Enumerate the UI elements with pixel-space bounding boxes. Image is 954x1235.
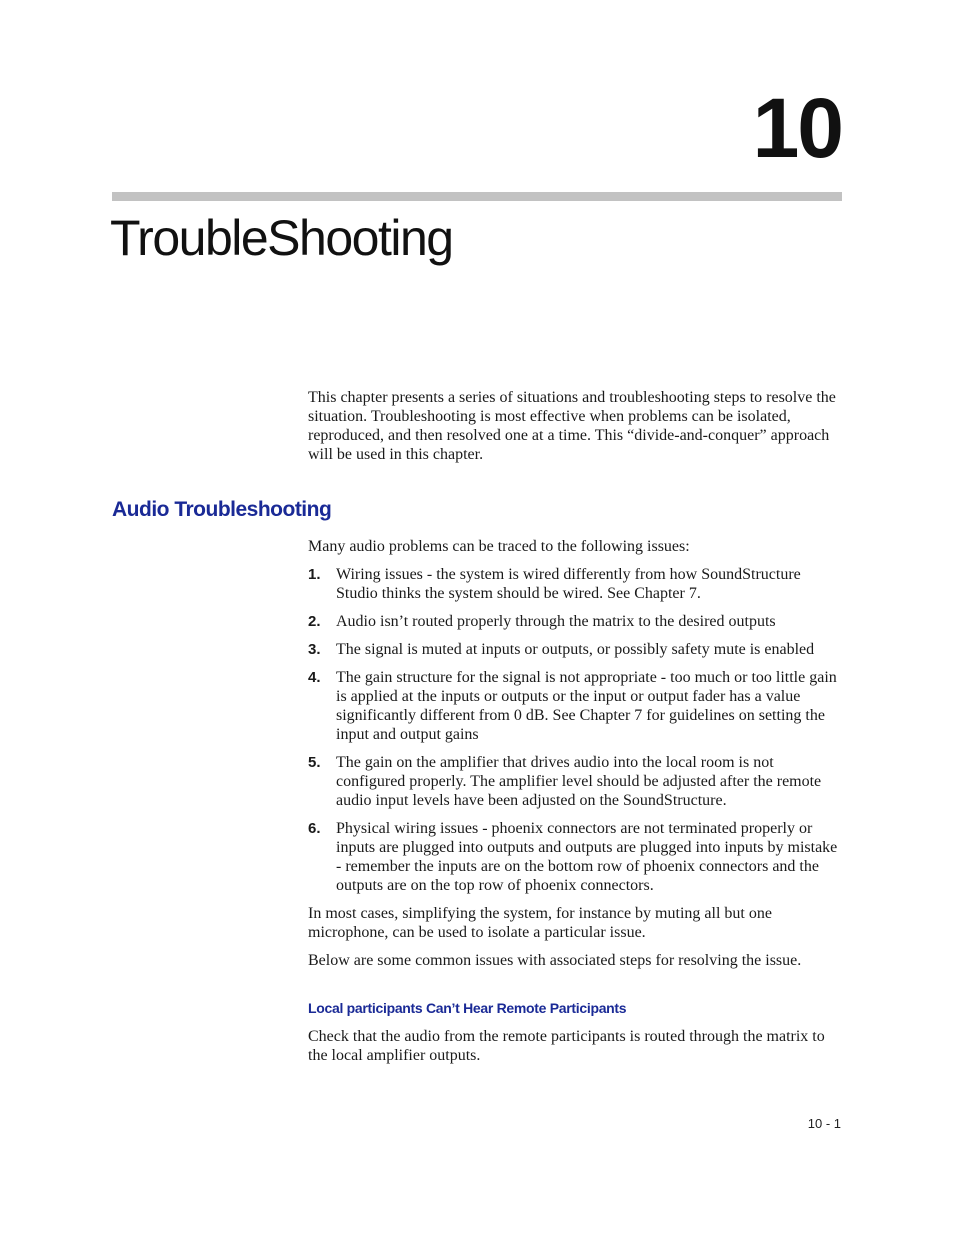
list-item-text: The gain on the amplifier that drives audio into the local room is not configured properly. The amplifier level should be adjusted after the remote audio input levels have been adjusted on the SoundStructure. bbox=[336, 754, 822, 809]
chapter-number: 10 bbox=[752, 81, 842, 175]
list-item-text: Wiring issues - the system is wired differently from how SoundStructure Studio thinks the system should be wired. See Chapter 7. bbox=[336, 566, 801, 602]
list-item bbox=[308, 565, 844, 603]
subsection-body: Check that the audio from the remote participants is routed through the matrix to the local amplifier outputs. bbox=[308, 1028, 825, 1064]
page-number: 10 - 1 bbox=[807, 1116, 841, 1131]
list-item bbox=[308, 612, 844, 631]
list-item-text: Physical wiring issues - phoenix connectors are not terminated properly or inputs are plugged into outputs and outputs are plugged into inputs by mistake - remember the inputs are on the bottom row of phoenix connectors and the outputs are on the top row of phoenix connectors. bbox=[336, 820, 838, 894]
list-item-number: 4. bbox=[308, 669, 321, 686]
list-item-number: 3. bbox=[308, 641, 321, 658]
list-item bbox=[308, 819, 844, 895]
section-body bbox=[308, 537, 844, 1074]
list-item-number: 6. bbox=[308, 820, 321, 837]
list-item-number: 2. bbox=[308, 613, 321, 630]
list-item-number: 5. bbox=[308, 754, 321, 771]
section-lead: Many audio problems can be traced to the following issues: bbox=[308, 538, 690, 555]
chapter-rule bbox=[112, 192, 842, 201]
list-item bbox=[308, 753, 844, 810]
list-item-text: The gain structure for the signal is not appropriate - too much or too little gain is applied at the inputs or outputs or the input or output fader has a value significantly different from 0 dB. See Chapter 7 for guidelines on setting the input and output gains bbox=[336, 669, 837, 743]
simplify-paragraph: In most cases, simplifying the system, for instance by muting all but one microphone, can be used to isolate a particular issue. bbox=[308, 905, 772, 941]
list-item bbox=[308, 668, 844, 744]
subsection-heading: Local participants Can’t Hear Remote Participants bbox=[308, 1000, 627, 1016]
list-item-number: 1. bbox=[308, 566, 321, 583]
list-item-text: Audio isn’t routed properly through the matrix to the desired outputs bbox=[336, 613, 776, 630]
section-heading: Audio Troubleshooting bbox=[112, 498, 332, 521]
chapter-title: TroubleShooting bbox=[110, 210, 453, 266]
list-item bbox=[308, 640, 844, 659]
common-issues-paragraph: Below are some common issues with associated steps for resolving the issue. bbox=[308, 952, 802, 969]
intro-paragraph: This chapter presents a series of situations and troubleshooting steps to resolve the situation. Troubleshooting is most effective when problems can be isolated, reproduced, and then resolved one at a time. This “divide-and-conquer” approach will be used in this chapter. bbox=[308, 389, 836, 463]
list-item-text: The signal is muted at inputs or outputs, or possibly safety mute is enabled bbox=[336, 641, 815, 658]
issue-list bbox=[308, 565, 844, 895]
